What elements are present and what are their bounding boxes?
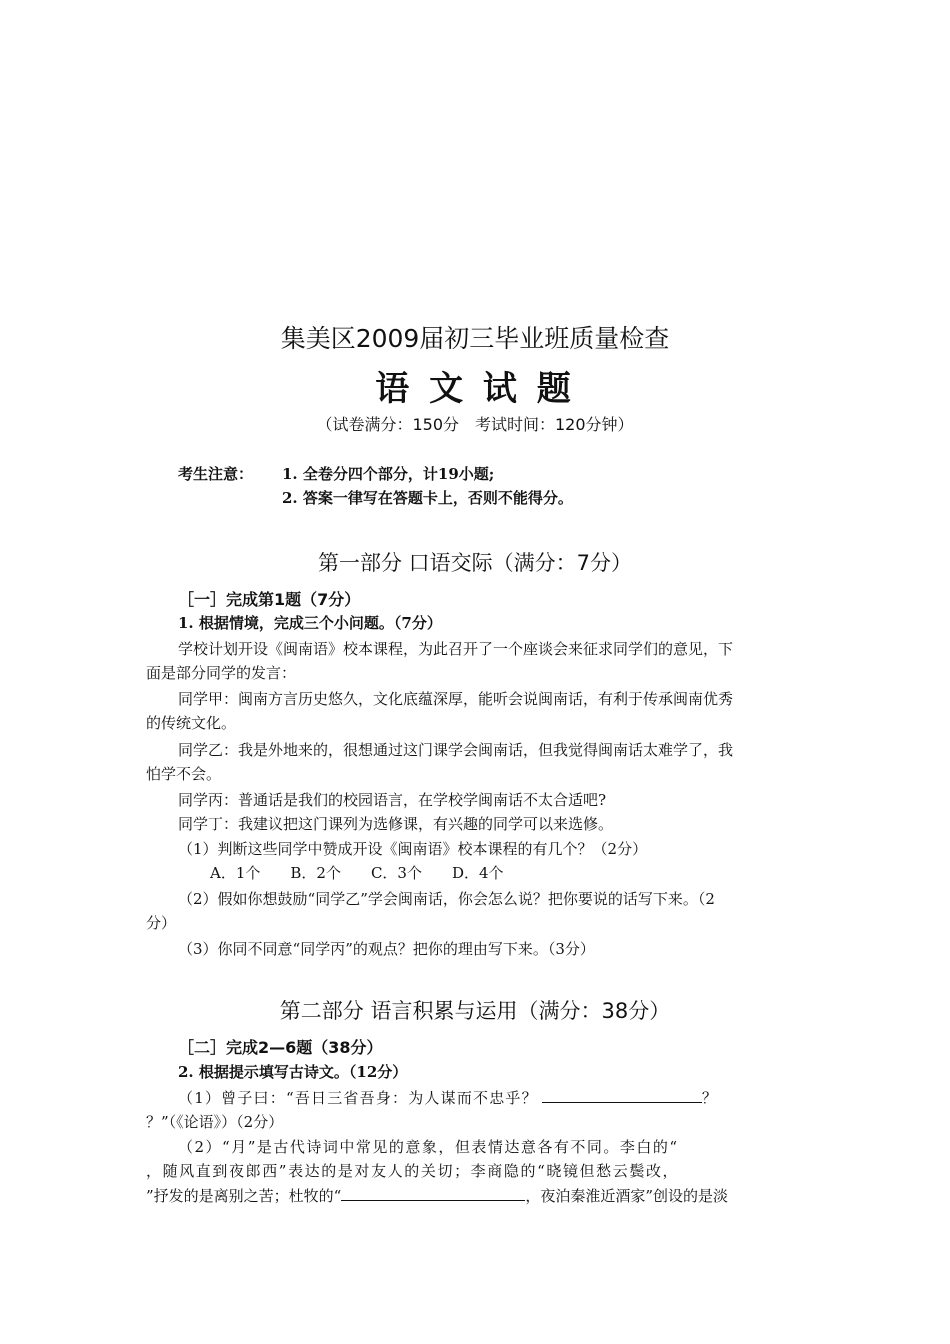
student-ding: 同学丁：我建议把这门课列为选修课，有兴趣的同学可以来选修。 [178,815,614,833]
q1-intro-line-2: 面是部分同学的发言： [146,664,297,682]
q2-line-5 [146,1185,728,1207]
q2-line-1-end: ？ [701,1089,717,1107]
student-yi-line-1: 同学乙：我是外地来的，很想通过这门课学会闽南话，但我觉得闽南话太难学了，我 [178,741,734,759]
q1-sub2-line-2: 分） [146,914,177,932]
part2-heading: 第二部分 语言积累与运用（满分：38分） [279,999,671,1023]
answer-blank-1[interactable] [542,1088,702,1103]
q2-line-5-text: ”抒发的是离别之苦；杜牧的“ [146,1187,342,1205]
q1-title: 1. 根据情境，完成三个小问题。（7分） [178,614,442,632]
exam-title: 集美区2009届初三毕业班质量检查 [280,324,670,353]
q2-line-3: （2）“月”是古代诗词中常见的意象，但表情达意各有不同。李白的“ [178,1138,679,1156]
student-bing: 同学丙：普通话是我们的校园语言，在学校学闽南话不太合适吧? [178,791,607,809]
q2-line-1 [178,1087,717,1109]
q2-line-5-end: ，夜泊秦淮近酒家”创设的是淡 [525,1187,729,1205]
q1-sub2-line-1: （2）假如你想鼓励“同学乙”学会闽南话，你会怎么说？把你要说的话写下来。（2 [178,890,715,908]
notice-label: 考生注意： [178,465,254,483]
q1-intro-line-1: 学校计划开设《闽南语》校本课程，为此召开了一个座谈会来征求同学们的意见，下 [178,640,734,658]
q1-sub3: （3）你同不同意“同学丙”的观点？把你的理由写下来。（3分） [178,940,595,958]
answer-blank-2[interactable] [341,1186,525,1201]
student-yi-line-2: 怕学不会。 [146,765,222,783]
q2-line-1-text: （1）曾子曰：“吾日三省吾身：为人谋而不忠乎？ [178,1089,538,1107]
part2-group: ［二］完成2—6题（38分） [178,1038,383,1057]
q2-title: 2. 根据提示填写古诗文。（12分） [178,1063,408,1081]
student-jia-line-1: 同学甲：闽南方言历史悠久，文化底蕴深厚，能听会说闽南话，有利于传承闽南优秀 [178,690,734,708]
q2-line-2: ？”（《论语》）（2分） [146,1113,284,1131]
notice-item-2: 2. 答案一律写在答题卡上，否则不能得分。 [282,489,573,507]
q1-sub1-options: A．1个 B．2个 C．3个 D．4个 [210,864,504,882]
part1-group: ［一］完成第1题（7分） [178,590,361,609]
part1-heading: 第一部分 口语交际（满分：7分） [317,551,633,575]
exam-info: （试卷满分：150分 考试时间：120分钟） [316,415,634,434]
student-jia-line-2: 的传统文化。 [146,714,237,732]
q1-sub1: （1）判断这些同学中赞成开设《闽南语》校本课程的有几个？（2分） [178,840,648,858]
q2-line-4: ，随风直到夜郎西”表达的是对友人的关切；李商隐的“晓镜但愁云鬓改， [146,1162,680,1180]
notice-item-1: 1. 全卷分四个部分，计19小题; [282,465,495,483]
subject-title: 语 文 试 题 [375,369,575,409]
